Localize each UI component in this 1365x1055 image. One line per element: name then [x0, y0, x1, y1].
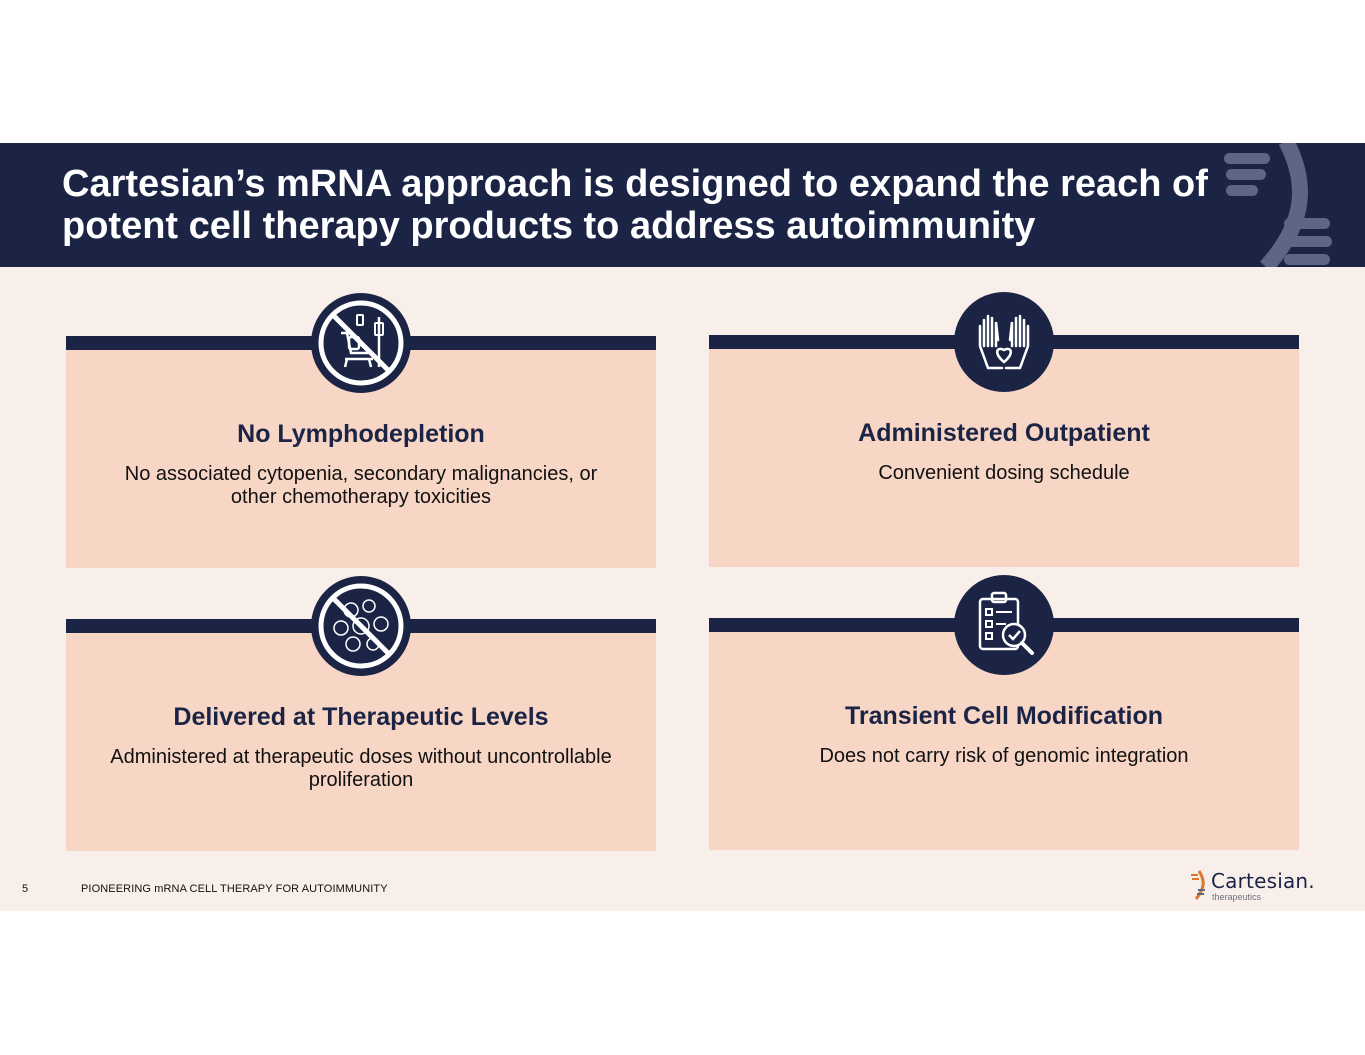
header-banner	[0, 143, 1365, 267]
card-description: Administered at therapeutic doses without uncontrollable proliferation	[110, 746, 612, 791]
helix-mark-icon	[1188, 870, 1210, 900]
card-description: No associated cytopenia, secondary malignancies, or other chemotherapy toxicities	[124, 463, 598, 508]
card-no-lymphodepletion	[66, 336, 656, 568]
slide	[0, 143, 1365, 911]
card-title: Delivered at Therapeutic Levels	[173, 703, 549, 731]
page-number: 5	[22, 883, 29, 895]
brand-logo	[1188, 868, 1328, 904]
card-badge	[954, 575, 1054, 675]
card-title: Administered Outpatient	[858, 419, 1150, 447]
card-badge	[311, 576, 411, 676]
slide-title: Cartesian’s mRNA approach is designed to expand the reach of potent cell therapy products to address autoimmunity	[62, 163, 1208, 247]
card-description: Convenient dosing schedule	[878, 462, 1130, 484]
helix-logo-icon	[1210, 143, 1365, 267]
card-administered-outpatient	[709, 335, 1299, 567]
brand-name: Cartesian.	[1211, 869, 1315, 893]
hands-heart-icon	[954, 292, 1054, 392]
card-badge	[311, 293, 411, 393]
card-badge	[954, 292, 1054, 392]
card-description: Does not carry risk of genomic integration	[819, 745, 1189, 767]
card-transient-cell-modification	[709, 618, 1299, 850]
card-title: Transient Cell Modification	[844, 702, 1164, 730]
card-title: No Lymphodepletion	[237, 420, 485, 448]
clipboard-check-icon	[954, 575, 1054, 675]
footer-text: PIONEERING mRNA CELL THERAPY FOR AUTOIMMUNITY	[81, 883, 388, 895]
brand-tagline: therapeutics	[1212, 892, 1262, 902]
no-cell-proliferation-icon	[311, 576, 411, 676]
no-infusion-chair-icon	[311, 293, 411, 393]
card-delivered-therapeutic-levels	[66, 619, 656, 851]
